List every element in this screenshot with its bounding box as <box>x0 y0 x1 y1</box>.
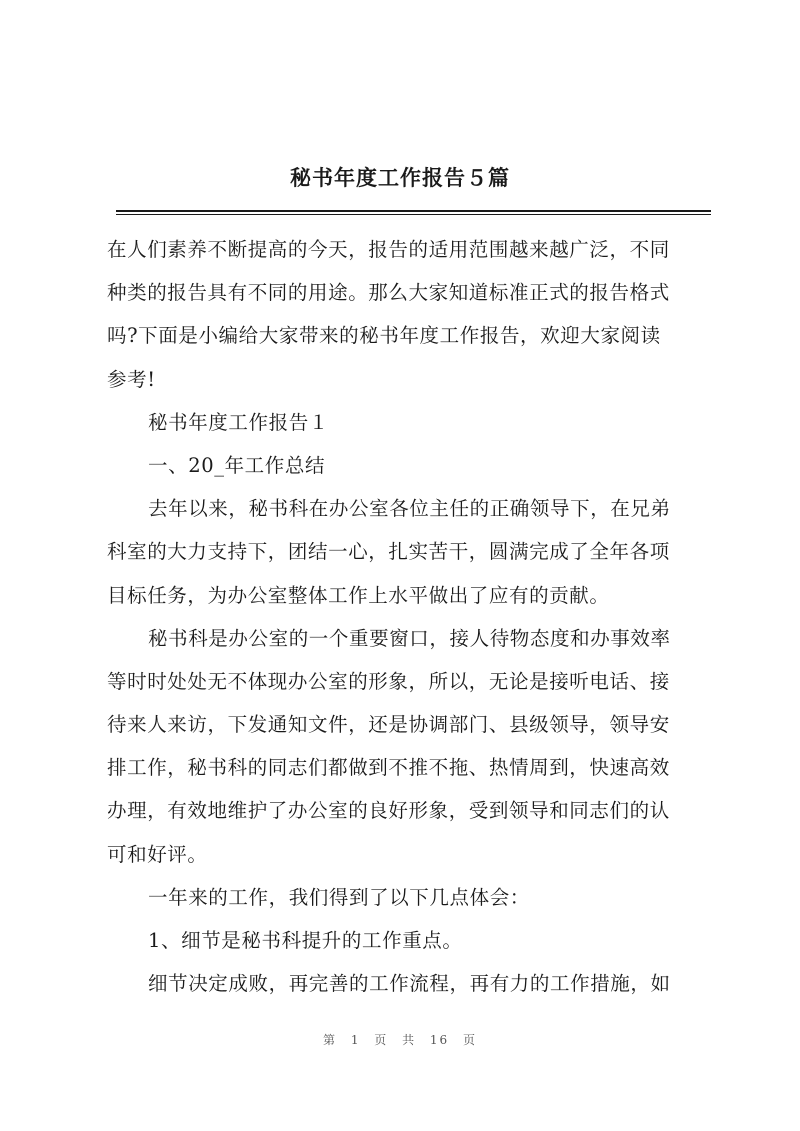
text-line: 等时时处处无不体现办公室的形象，所以，无论是接听电话、接 <box>107 669 670 693</box>
text-line: 去年以来，秘书科在办公室各位主任的正确领导下，在兄弟 <box>148 497 671 521</box>
text-line: 目标任务，为办公室整体工作上水平做出了应有的贡献。 <box>107 583 610 607</box>
text-line: 参考! <box>107 367 156 391</box>
text-line: 细节决定成败，再完善的工作流程，再有力的工作措施，如 <box>148 972 671 996</box>
document-title: 秘书年度工作报告５篇 <box>290 165 510 190</box>
text-line: 1、细节是秘书科提升的工作重点。 <box>148 929 463 952</box>
text-line: 一年来的工作，我们得到了以下几点体会： <box>148 885 530 909</box>
text-line: 种类的报告具有不同的用途。那么大家知道标准正式的报告格式 <box>107 281 670 305</box>
text-line: 办理，有效地维护了办公室的良好形象，受到领导和同志们的认 <box>107 799 670 823</box>
text-line: 秘书科是办公室的一个重要窗口，接人待物态度和办事效率 <box>148 626 671 650</box>
text-line: 吗?下面是小编给大家带来的秘书年度工作报告，欢迎大家阅读 <box>107 324 661 348</box>
text-line: 排工作，秘书科的同志们都做到不推不拖、热情周到，快速高效 <box>107 756 670 780</box>
text-line: 可和好评。 <box>107 842 208 866</box>
document-body <box>107 228 714 1005</box>
page-footer: 第 1 页 共 16 页 <box>323 1033 477 1047</box>
title-rule-thick <box>116 210 711 212</box>
text-line: 秘书年度工作报告１ <box>148 410 329 434</box>
title-rule-thin <box>116 214 711 215</box>
text-line: 科室的大力支持下，团结一心，扎实苦干，圆满完成了全年各项 <box>107 540 670 564</box>
text-line: 一、20_年工作总结 <box>148 453 326 477</box>
text-line: 在人们素养不断提高的今天，报告的适用范围越来越广泛，不同 <box>107 238 670 261</box>
text-line: 待来人来访，下发通知文件，还是协调部门、县级领导，领导安 <box>107 713 670 737</box>
